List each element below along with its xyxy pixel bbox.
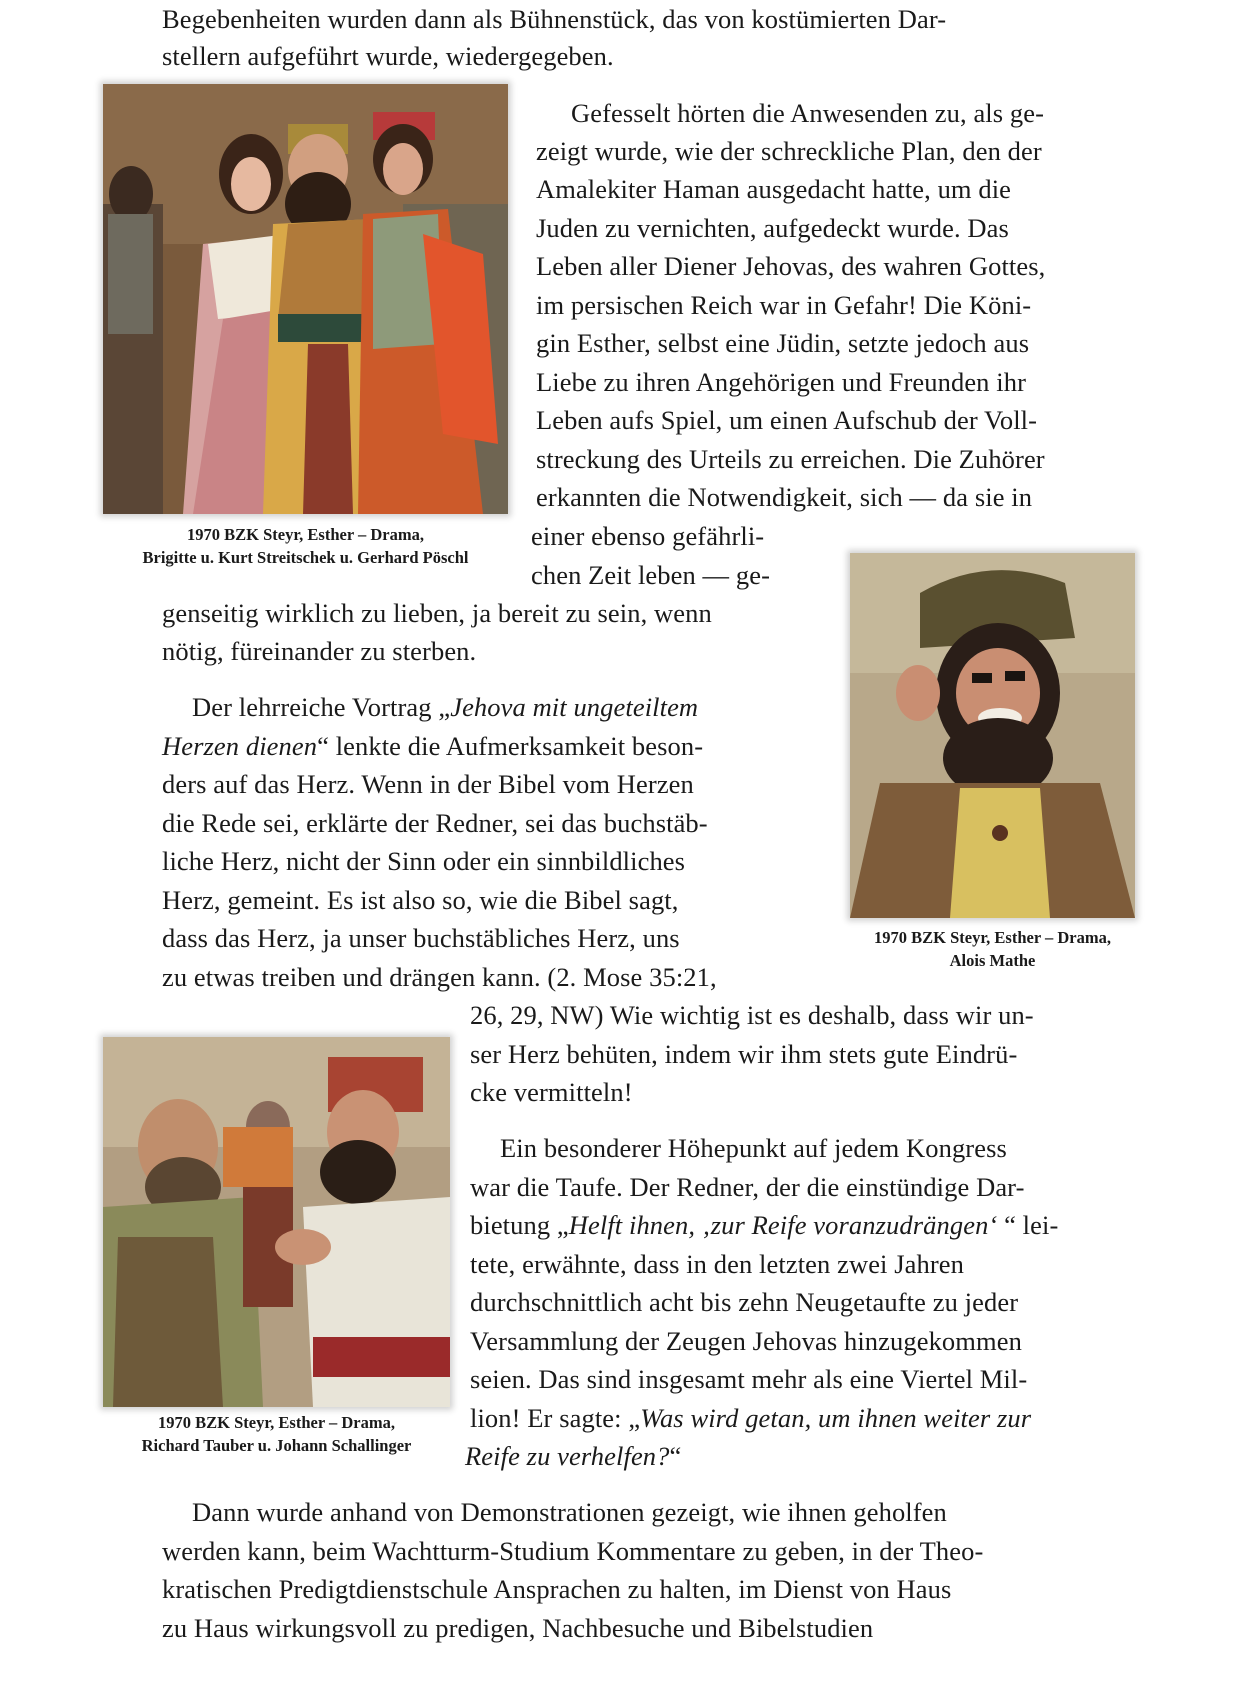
text-line: durchschnittlich acht bis zehn Neugetaufte zu jeder (470, 1287, 1019, 1317)
photo-caption (103, 1411, 450, 1457)
text-span: “ lei- (997, 1210, 1059, 1240)
text-line: dass das Herz, ja unser buchstäbliches Herz, uns (162, 923, 680, 953)
text-line (162, 731, 703, 761)
text-line: Versammlung der Zeugen Jehovas hinzugekommen (470, 1326, 1022, 1356)
text-line: zu Haus wirkungsvoll zu predigen, Nachbesuche und Bibelstudien (162, 1613, 874, 1643)
text-line: cke vermitteln! (470, 1077, 633, 1107)
text-line (465, 1441, 681, 1471)
quote-italic: Reife zu verhelfen? (465, 1441, 670, 1471)
text-line: werden kann, beim Wachtturm-Studium Kommentare zu geben, in der Theo- (162, 1536, 984, 1566)
text-line: Ein besonderer Höhepunkt auf jedem Kongress (500, 1133, 1007, 1163)
talk-title-italic: Jehova mit ungeteiltem (450, 692, 699, 722)
text-span: Der lehrreiche Vortrag „ (192, 692, 451, 722)
text-line: chen Zeit leben — ge- (531, 560, 771, 590)
text-line: ser Herz behüten, indem wir ihm stets gute Eindrü- (470, 1039, 1018, 1069)
text-line: tete, erwähnte, dass in den letzten zwei Jahren (470, 1249, 965, 1279)
text-line: die Rede sei, erklärte der Redner, sei das buchstäb- (162, 808, 708, 838)
text-line (470, 1403, 1031, 1433)
text-line: einer ebenso gefährli- (531, 521, 765, 551)
caption-line: Brigitte u. Kurt Streitschek u. Gerhard Pöschl (142, 548, 469, 567)
text-line: Leben aufs Spiel, um einen Aufschub der Voll- (536, 405, 1038, 435)
caption-line: 1970 BZK Steyr, Esther – Drama, (158, 1413, 395, 1432)
text-line: Leben aller Diener Jehovas, des wahren Gottes, (536, 251, 1046, 281)
text-line: kratischen Predigtdienstschule Ansprachen zu halten, im Dienst von Haus (162, 1574, 952, 1604)
text-line: Liebe zu ihren Angehörigen und Freunden ihr (536, 367, 1026, 397)
text-line: Begebenheiten wurden dann als Bühnenstück, das von kostümierten Dar- (162, 4, 947, 34)
text-line: Herz, gemeint. Es ist also so, wie die Bibel sagt, (162, 885, 679, 915)
text-span: “ (669, 1441, 682, 1471)
caption-line: Richard Tauber u. Johann Schallinger (141, 1436, 412, 1455)
text-line: im persischen Reich war in Gefahr! Die Köni- (536, 290, 1032, 320)
caption-line: 1970 BZK Steyr, Esther – Drama, (187, 525, 424, 544)
text-line: nötig, füreinander zu sterben. (162, 636, 477, 666)
photo-caption (850, 926, 1135, 972)
quote-italic: Was wird getan, um ihnen weiter zur (640, 1403, 1032, 1433)
text-line: Dann wurde anhand von Demonstrationen gezeigt, wie ihnen geholfen (192, 1497, 947, 1527)
text-span: bietung „ (470, 1210, 569, 1240)
photo-tauber-schallinger (103, 1037, 450, 1407)
text-line: gin Esther, selbst eine Jüdin, setzte jedoch aus (536, 328, 1030, 358)
text-line: ders auf das Herz. Wenn in der Bibel vom Herzen (162, 769, 694, 799)
text-line: Gefesselt hörten die Anwesenden zu, als ge- (571, 98, 1045, 128)
text-span: “ lenkte die Aufmerksamkeit beson- (317, 731, 704, 761)
text-line: Amalekiter Haman ausgedacht hatte, um die (536, 174, 1012, 204)
text-line: Juden zu vernichten, aufgedeckt wurde. Das (536, 213, 1009, 243)
text-line: stellern aufgeführt wurde, wiedergegeben. (162, 41, 614, 71)
talk-title-italic: Helft ihnen, ‚zur Reife voranzudrängen‘ (568, 1210, 998, 1240)
text-line: 26, 29, NW) Wie wichtig ist es deshalb, dass wir un- (470, 1000, 1034, 1030)
text-line (470, 1210, 1058, 1240)
photo-alois-mathe-haman (850, 553, 1135, 918)
photo-esther-drama-three-actors (103, 84, 508, 514)
text-line: zeigt wurde, wie der schreckliche Plan, den der (536, 136, 1042, 166)
talk-title-italic: Herzen dienen (162, 731, 318, 761)
text-span: lion! Er sagte: „ (470, 1403, 641, 1433)
text-line: erkannten die Notwendigkeit, sich — da sie in (536, 482, 1033, 512)
text-line (192, 692, 698, 722)
text-line: seien. Das sind insgesamt mehr als eine Viertel Mil- (470, 1364, 1028, 1394)
text-line: streckung des Urteils zu erreichen. Die Zuhörer (536, 444, 1045, 474)
text-line: genseitig wirklich zu lieben, ja bereit zu sein, wenn (162, 598, 712, 628)
text-line: liche Herz, nicht der Sinn oder ein sinnbildliches (162, 846, 686, 876)
text-line: zu etwas treiben und drängen kann. (2. Mose 35:21, (162, 962, 717, 992)
caption-line: 1970 BZK Steyr, Esther – Drama, (874, 928, 1111, 947)
caption-line: Alois Mathe (949, 951, 1036, 970)
photo-caption (103, 523, 508, 569)
text-line: war die Taufe. Der Redner, der die einstündige Dar- (470, 1172, 1025, 1202)
